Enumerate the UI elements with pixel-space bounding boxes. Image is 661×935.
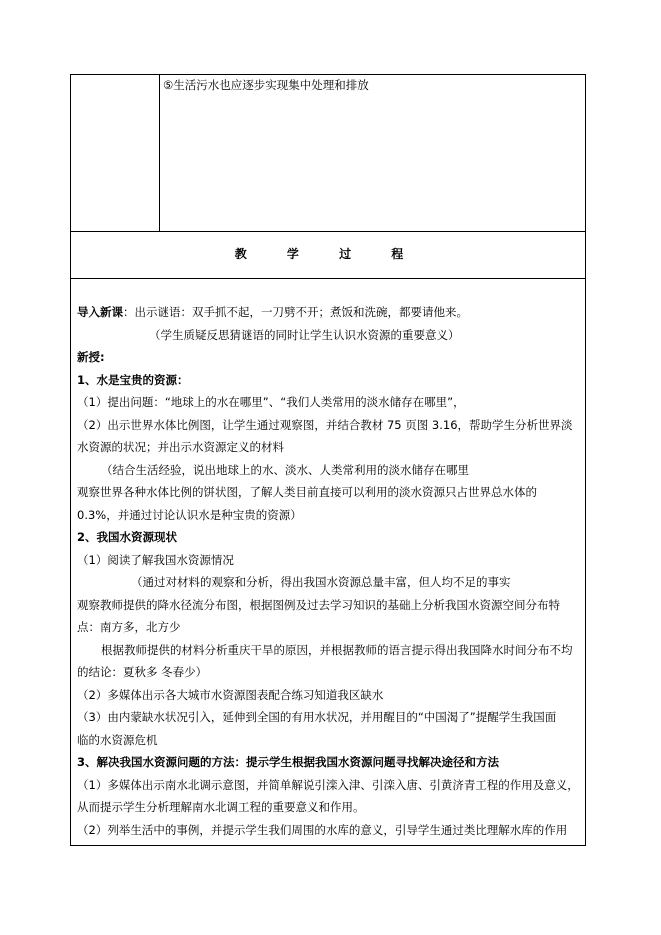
section3-item: （1）多媒体出示南水北调示意图，并简单解说引滦入津、引滦入唐、引黄济青工程的作用及意义， bbox=[77, 777, 579, 792]
section2-item: 的结论：夏秋多 冬春少） bbox=[77, 665, 208, 679]
section1-item: 观察世界各种水体比例的饼状图，了解人类目前直接可以利用的淡水资源只占世界总水体的 bbox=[77, 485, 537, 499]
section2-item: （1）阅读了解我国水资源情况 bbox=[77, 552, 234, 567]
section1-item: 0.3%，并通过讨论认识水是种宝贵的资源） bbox=[77, 507, 302, 522]
section2-item: 观察教师提供的降水径流分布图，根据图例及过去学习知识的基础上分析我国水资源空间分布特 bbox=[77, 597, 560, 612]
section1-item: （1）提出问题：“地球上的水在哪里”、“我们人类常用的淡水储存在哪里”， bbox=[77, 395, 465, 409]
section2-item: 点：南方多，北方少 bbox=[77, 620, 181, 634]
section2-title: 2、我国水资源现状 bbox=[77, 530, 178, 544]
section3-item: （2）列举生活中的事例，并提示学生我们周围的水库的意义，引导学生通过类比理解水库的作用 bbox=[77, 822, 568, 837]
section1-item: （结合生活经验，说出地球上的水、淡水、人类常利用的淡水储存在哪里 bbox=[101, 462, 469, 477]
top-row-right-cell: ⑤生活污水也应逐步实现集中处理和排放 bbox=[163, 78, 369, 92]
intro-text: ：出示谜语：双手抓不起，一刀劈不开；煮饭和洗碗，都要请他来。 bbox=[123, 305, 468, 319]
section2-item: 临的水资源危机 bbox=[77, 732, 158, 747]
intro-label: 导入新课 bbox=[77, 305, 123, 319]
section3-item: 从而提示学生分析理解南水北调工程的重要意义和作用。 bbox=[77, 800, 365, 814]
section2-item: （2）多媒体出示各大城市水资源图表配合练习知道我区缺水 bbox=[77, 687, 384, 702]
row-divider-top bbox=[71, 231, 585, 232]
section3-title: 3、解决我国水资源问题的方法：提示学生根据我国水资源问题寻找解决途径和方法 bbox=[77, 755, 499, 769]
lesson-body bbox=[77, 301, 582, 841]
section1-item: （2）出示世界水体比例图，让学生通过观察图，并结合教材 75 页图 3.16，帮助学生分析世界淡 bbox=[77, 417, 573, 432]
new-lesson-label: 新授: bbox=[77, 350, 105, 364]
row-divider-header bbox=[71, 278, 585, 279]
section2-item: 根据教师提供的材料分析重庆干旱的原因，并根据教师的语言提示得出我国降水时间分布不均 bbox=[101, 642, 573, 657]
section2-item: （3）由内蒙缺水状况引入，延伸到全国的有用水状况，并用醒目的“中国渴了”提醒学生我国面 bbox=[77, 710, 557, 724]
top-row-column-divider bbox=[159, 75, 160, 231]
intro-line bbox=[77, 301, 582, 324]
intro-note: （学生质疑反思猜谜语的同时让学生认识水资源的重要意义） bbox=[149, 327, 460, 342]
section2-item: （通过对材料的观察和分析，得出我国水资源总量丰富，但人均不足的事实 bbox=[131, 575, 511, 589]
section1-title: 1、水是宝贵的资源： bbox=[77, 372, 189, 387]
section-header: 教 学 过 程 bbox=[234, 247, 422, 261]
section1-item: 水资源的状况；并出示水资源定义的材料 bbox=[77, 440, 284, 454]
lesson-table bbox=[70, 74, 586, 846]
